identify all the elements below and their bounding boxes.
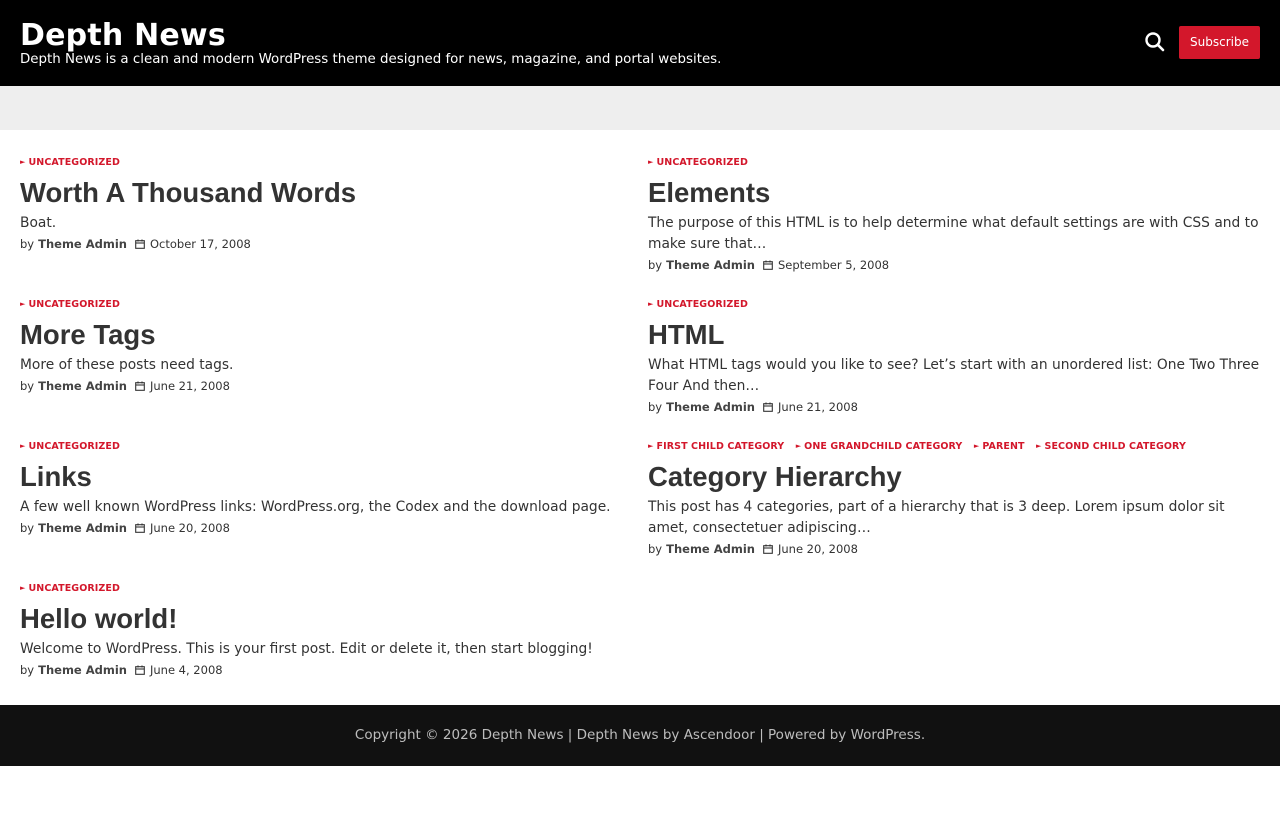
post-title[interactable]: Links [20,461,92,492]
by-label: by [20,521,35,535]
caret-right-icon: ► [648,158,654,166]
post-date[interactable]: June 20, 2008 [777,542,858,556]
author-link[interactable]: Theme Admin [666,258,755,272]
post-card [20,439,632,536]
by-label: by [648,400,663,414]
post-date[interactable]: June 21, 2008 [777,400,858,414]
caret-right-icon: ► [648,442,654,450]
post-title[interactable]: Elements [648,177,771,208]
calendar-icon [135,381,145,391]
post-card [648,155,1260,273]
search-icon[interactable] [1141,28,1169,56]
calendar-icon [135,523,145,533]
post-card [20,155,632,252]
post-excerpt: The purpose of this HTML is to help determine what default settings are with CSS and to make sure that… [648,215,1259,252]
post-date[interactable]: September 5, 2008 [777,258,890,272]
post-excerpt: Boat. [20,215,57,231]
calendar-icon [135,239,145,249]
header-spacer-band [0,86,1280,130]
post-excerpt: This post has 4 categories, part of a hierarchy that is 3 deep. Lorem ipsum dolor sit amet, consectetuer adipiscing… [648,499,1225,536]
author-link[interactable]: Theme Admin [666,400,755,414]
calendar-icon [763,544,773,554]
by-label: by [20,663,35,677]
post-excerpt: More of these posts need tags. [20,357,234,373]
post-title[interactable]: Hello world! [20,603,178,634]
post-categories [648,155,1260,169]
footer-by-label: by [662,727,680,743]
category-link[interactable]: ► UNCATEGORIZED [20,441,120,452]
caret-right-icon: ► [20,300,26,308]
post-date[interactable]: June 21, 2008 [149,379,230,393]
author-link[interactable]: Theme Admin [38,379,127,393]
post-meta [648,257,1260,273]
post-date[interactable]: October 17, 2008 [149,237,251,251]
category-link[interactable]: ► SECOND CHILD CATEGORY [1036,441,1186,452]
calendar-icon [135,665,145,675]
category-link[interactable]: ► FIRST CHILD CATEGORY [648,441,785,452]
calendar-icon [763,260,773,270]
post-date[interactable]: June 4, 2008 [149,663,223,677]
by-label: by [20,379,35,393]
category-link[interactable]: ► UNCATEGORIZED [648,299,748,310]
subscribe-button[interactable]: Subscribe [1179,26,1260,59]
post-date[interactable]: June 20, 2008 [149,521,230,535]
post-title[interactable]: Category Hierarchy [648,461,902,492]
post-meta [20,662,632,678]
category-link[interactable]: ► UNCATEGORIZED [20,157,120,168]
post-title[interactable]: HTML [648,319,725,350]
post-categories [648,297,1260,311]
post-card [20,297,632,394]
category-link[interactable]: ► UNCATEGORIZED [648,157,748,168]
author-link[interactable]: Theme Admin [38,237,127,251]
post-card [20,581,632,678]
post-meta [20,236,632,252]
footer-powered-by: | Powered by [759,727,847,743]
caret-right-icon: ► [1036,442,1042,450]
post-categories [20,439,632,453]
category-link[interactable]: ► ONE GRANDCHILD CATEGORY [795,441,963,452]
post-card [648,439,1260,557]
post-title[interactable]: More Tags [20,319,156,350]
post-meta [20,378,632,394]
caret-right-icon: ► [795,442,802,450]
by-label: by [648,542,663,556]
footer-credits [0,705,1280,766]
post-title[interactable]: Worth A Thousand Words [20,177,357,208]
caret-right-icon: ► [20,442,26,450]
site-header [0,0,1280,86]
post-card [648,297,1260,415]
caret-right-icon: ► [20,584,26,592]
author-link[interactable]: Theme Admin [666,542,755,556]
post-excerpt: What HTML tags would you like to see? Let’s start with an unordered list: One Two Three Four And then… [648,357,1260,394]
by-label: by [648,258,663,272]
footer-site-link[interactable]: Depth News [481,727,564,743]
post-excerpt: A few well known WordPress links: WordPress.org, the Codex and the download page. [20,499,611,515]
by-label: by [20,237,35,251]
author-link[interactable]: Theme Admin [38,521,127,535]
caret-right-icon: ► [648,300,654,308]
footer-wordpress-link[interactable]: WordPress [850,727,921,743]
site-footer [0,705,1280,766]
calendar-icon [763,402,773,412]
copyright-text: Copyright © 2026 [354,727,478,743]
category-link[interactable]: ► UNCATEGORIZED [20,299,120,310]
site-title[interactable]: Depth News [20,18,226,53]
post-meta [648,541,1260,557]
footer-period: . [920,727,926,743]
category-link[interactable]: ► UNCATEGORIZED [20,583,120,594]
footer-theme-author-link[interactable]: Ascendoor [683,727,755,743]
caret-right-icon: ► [973,442,980,450]
post-categories [20,297,632,311]
footer-separator: | [567,727,573,743]
caret-right-icon: ► [20,158,26,166]
post-categories [20,155,632,169]
footer-theme-name: Depth News [576,727,659,743]
category-link[interactable]: ► PARENT [973,441,1025,452]
site-description: Depth News is a clean and modern WordPress theme designed for news, magazine, and portal websites. [20,52,722,67]
post-meta [648,399,1260,415]
post-categories [648,439,1260,453]
post-meta [20,520,632,536]
post-categories [20,581,632,595]
author-link[interactable]: Theme Admin [38,663,127,677]
post-excerpt: Welcome to WordPress. This is your first post. Edit or delete it, then start blogging! [20,641,593,657]
